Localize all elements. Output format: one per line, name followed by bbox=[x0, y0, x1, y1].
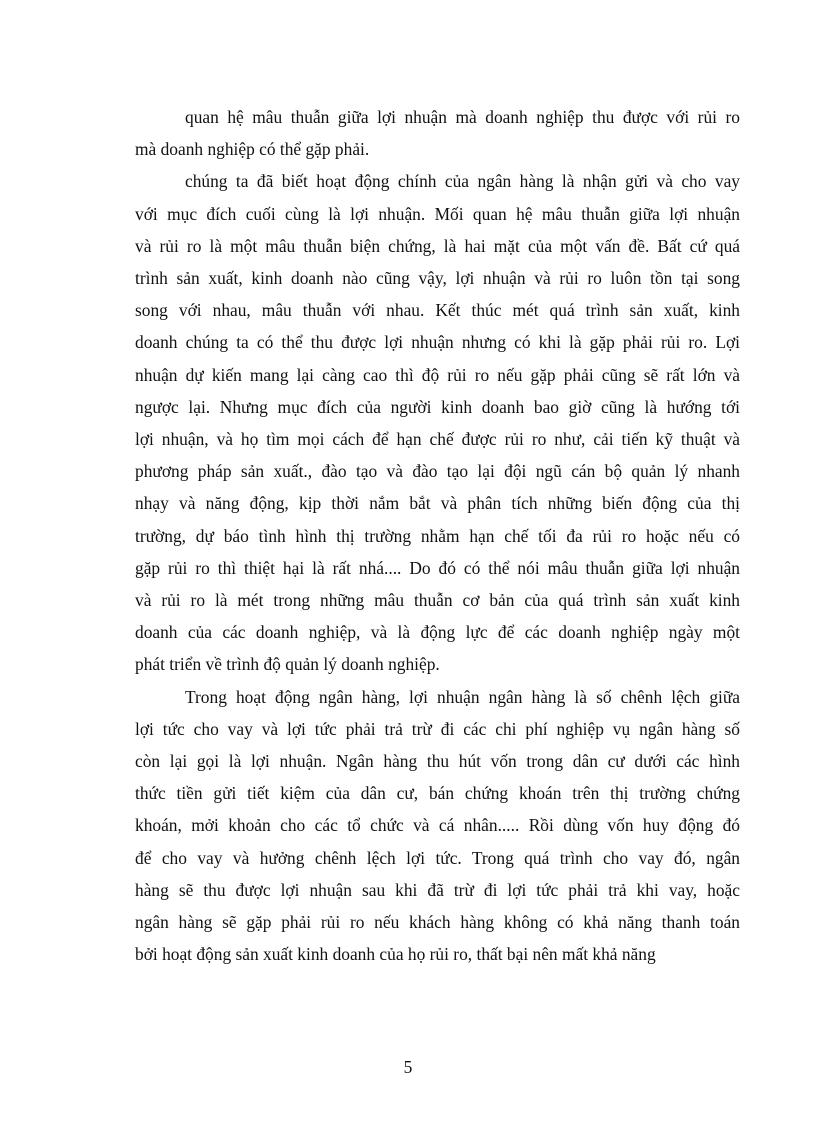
text-line: phương pháp sản xuất., đào tạo và đào tạo lại đội ngũ cán bộ quản lý nhanh bbox=[135, 461, 740, 482]
text-line: hàng sẽ thu được lợi nhuận sau khi đã trừ đi lợi tức phải trả khi vay, hoặc bbox=[135, 879, 740, 900]
text-line: ngân hàng sẽ gặp phải rủi ro nếu khách hàng không có khả năng thanh toán bbox=[135, 912, 740, 933]
paragraph-3 bbox=[135, 681, 740, 971]
text-line: quan hệ mâu thuẫn giữa lợi nhuận mà doanh nghiệp thu được với rủi ro bbox=[185, 107, 740, 127]
text-line: lợi tức cho vay và lợi tức phải trả trừ đi các chi phí nghiệp vụ ngân hàng số bbox=[135, 718, 740, 739]
text-line: còn lại gọi là lợi nhuận. Ngân hàng thu hút vốn trong dân cư dưới các hình bbox=[135, 751, 740, 772]
text-line: doanh của các doanh nghiệp, và là động lực để các doanh nghiệp ngày một bbox=[135, 622, 740, 643]
paragraph-1 bbox=[135, 101, 740, 165]
text-line: trình sản xuất, kinh doanh nào cũng vậy, lợi nhuận và rủi ro luôn tồn tại song bbox=[135, 268, 740, 289]
paragraph-2 bbox=[135, 165, 740, 680]
text-line: doanh chúng ta có thể thu được lợi nhuận nhưng có khi là gặp phải rủi ro. Lợi bbox=[135, 332, 740, 353]
text-line: Trong hoạt động ngân hàng, lợi nhuận ngân hàng là số chênh lệch giữa bbox=[185, 686, 740, 707]
text-line: song với nhau, mâu thuẫn với nhau. Kết thúc mét quá trình sản xuất, kinh bbox=[135, 300, 740, 321]
page-number: 5 bbox=[403, 1057, 413, 1077]
text-line: phát triển về trình độ quản lý doanh nghiệp. bbox=[135, 654, 440, 675]
text-line: nhuận dự kiến mang lại càng cao thì độ rủi ro nếu gặp phải cũng sẽ rất lớn và bbox=[135, 364, 740, 385]
text-line: khoán, mởi khoản cho các tổ chức và cá nhân..... Rồi dùng vốn huy động đó bbox=[135, 815, 740, 836]
text-line: bởi hoạt động sản xuất kinh doanh của họ rủi ro, thất bại nên mất khả năng bbox=[135, 944, 656, 965]
text-line: và rủi ro là mét trong những mâu thuẫn cơ bản của quá trình sản xuất kinh bbox=[135, 590, 740, 611]
text-line: chúng ta đã biết hoạt động chính của ngân hàng là nhận gửi và cho vay bbox=[185, 171, 740, 192]
text-line: ngược lại. Nhưng mục đích của người kinh doanh bao giờ cũng là hướng tới bbox=[135, 396, 740, 417]
text-line: nhạy và năng động, kịp thời nắm bắt và phân tích những biến động của thị bbox=[135, 493, 740, 514]
text-line: thức tiền gửi tiết kiệm của dân cư, bán chứng khoán trên thị trường chứng bbox=[135, 783, 740, 804]
text-line: trường, dự báo tình hình thị trường nhằm hạn chế tối đa rủi ro hoặc nếu có bbox=[135, 525, 740, 546]
text-line: lợi nhuận, và họ tìm mọi cách để hạn chế được rủi ro như, cải tiến kỹ thuật và bbox=[135, 429, 740, 450]
text-line: với mục đích cuối cùng là lợi nhuận. Mối quan hệ mâu thuẫn giữa lợi nhuận bbox=[135, 203, 740, 224]
text-line: gặp rủi ro thì thiệt hại là rất nhá.... Do đó có thể nói mâu thuẫn giữa lợi nhuận bbox=[135, 557, 740, 578]
text-line: và rủi ro là một mâu thuẫn biện chứng, là hai mặt của một vấn đề. Bất cứ quá bbox=[135, 235, 740, 256]
body-text bbox=[135, 101, 740, 970]
text-line: để cho vay và hưởng chênh lệch lợi tức. Trong quá trình cho vay đó, ngân bbox=[135, 847, 740, 868]
text-line: mà doanh nghiệp có thể gặp phải. bbox=[135, 139, 370, 160]
